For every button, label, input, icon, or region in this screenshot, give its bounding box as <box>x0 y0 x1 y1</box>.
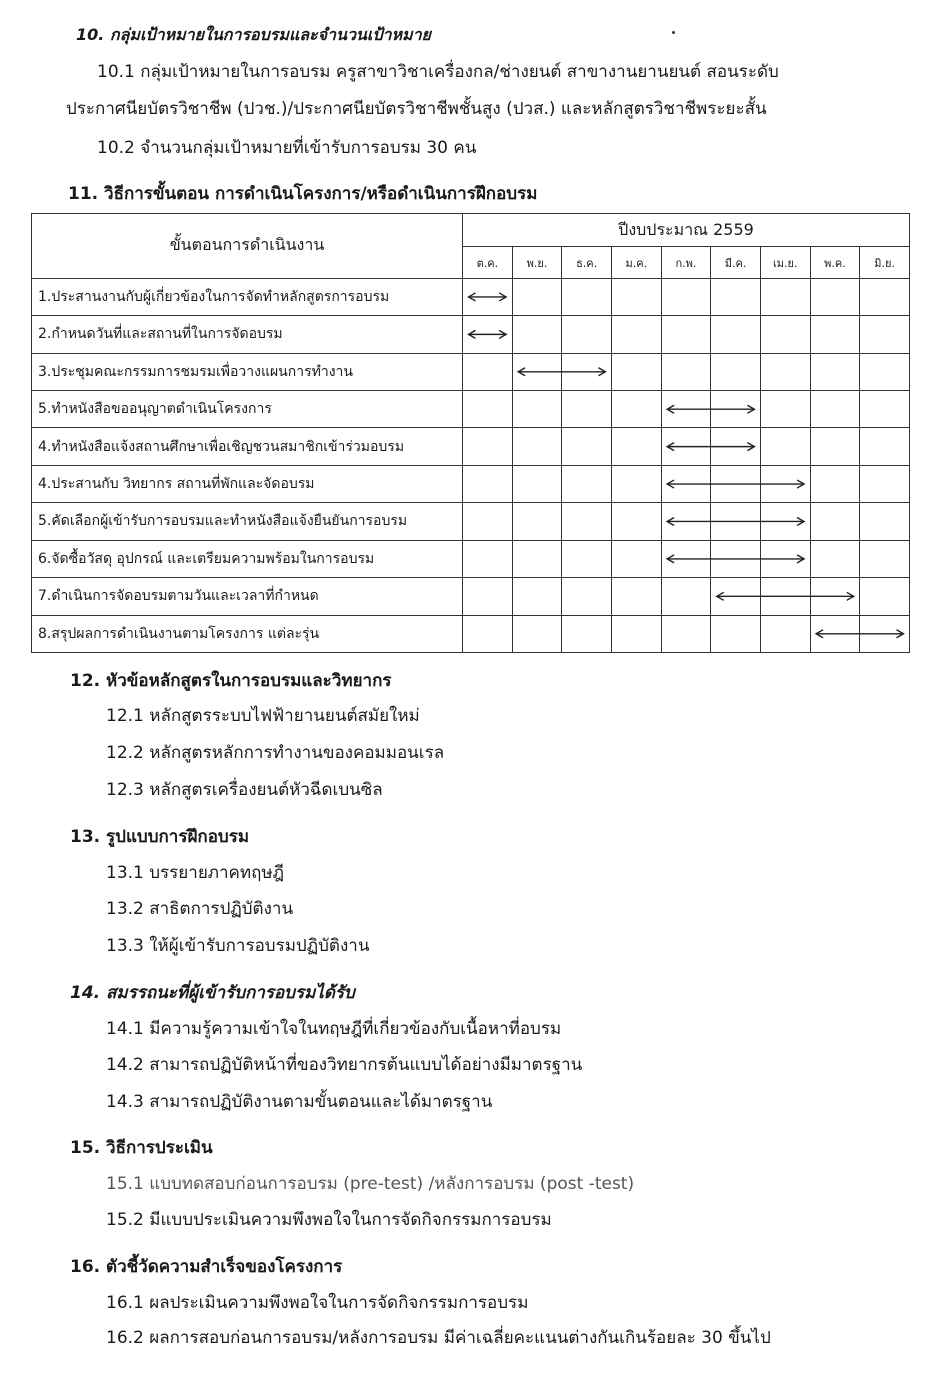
month-cell <box>661 540 711 577</box>
month-cell <box>810 391 860 428</box>
month-header: เม.ย. <box>760 247 810 278</box>
month-cell <box>463 615 513 652</box>
month-cell <box>711 615 761 652</box>
month-cell <box>512 353 562 390</box>
month-cell <box>611 353 661 390</box>
section-12-heading: 12. หัวข้อหลักสูตรในการอบรมและวิทยากร <box>70 671 392 691</box>
month-cell <box>562 353 612 390</box>
month-cell <box>760 428 810 465</box>
month-cell <box>760 503 810 540</box>
month-cell <box>810 353 860 390</box>
month-cell <box>611 391 661 428</box>
month-cell <box>860 503 910 540</box>
month-cell <box>810 278 860 315</box>
schedule-row <box>32 428 910 465</box>
month-header: ธ.ค. <box>562 247 612 278</box>
section-10-1-line2: ประกาศนียบัตรวิชาชีพ (ปวช.)/ประกาศนียบัตรวิชาชีพชั้นสูง (ปวส.) และหลักสูตรวิชาชีพระยะสั้น <box>66 99 767 119</box>
month-cell <box>711 578 761 615</box>
month-cell <box>512 578 562 615</box>
month-header: ม.ค. <box>611 247 661 278</box>
month-cell <box>463 578 513 615</box>
schedule-table <box>31 213 910 653</box>
schedule-row <box>32 578 910 615</box>
month-cell <box>760 353 810 390</box>
month-cell <box>562 540 612 577</box>
month-cell <box>661 465 711 502</box>
month-cell <box>611 578 661 615</box>
schedule-row <box>32 391 910 428</box>
schedule-row <box>32 465 910 502</box>
section-15-item: 15.2 มีแบบประเมินความพึงพอใจในการจัดกิจกรรมการอบรม <box>106 1210 552 1230</box>
month-cell <box>711 391 761 428</box>
month-cell <box>711 353 761 390</box>
step-label: 5.ทำหนังสือขออนุญาตดำเนินโครงการ <box>32 391 463 428</box>
step-label: 1.ประสานงานกับผู้เกี่ยวข้องในการจัดทำหลักสูตรการอบรม <box>32 278 463 315</box>
month-cell <box>711 465 761 502</box>
month-cell <box>512 615 562 652</box>
month-cell <box>760 578 810 615</box>
step-label: 7.ดำเนินการจัดอบรมตามวันและเวลาที่กำหนด <box>32 578 463 615</box>
month-cell <box>711 316 761 353</box>
month-cell <box>512 278 562 315</box>
month-cell <box>611 615 661 652</box>
month-cell <box>512 428 562 465</box>
month-cell <box>512 503 562 540</box>
section-15-item: 15.1 แบบทดสอบก่อนการอบรม (pre-test) /หลังการอบรม (post -test) <box>106 1174 635 1194</box>
section-13-item: 13.1 บรรยายภาคทฤษฎี <box>106 863 285 883</box>
month-cell <box>860 615 910 652</box>
month-cell <box>611 503 661 540</box>
month-cell <box>463 503 513 540</box>
month-cell <box>860 316 910 353</box>
step-label: 6.จัดซื้อวัสดุ อุปกรณ์ และเตรียมความพร้อมในการอบรม <box>32 540 463 577</box>
month-cell <box>810 503 860 540</box>
month-header: ก.พ. <box>661 247 711 278</box>
month-cell <box>463 428 513 465</box>
section-10-1-line1: 10.1 กลุ่มเป้าหมายในการอบรม ครูสาขาวิชาเครื่องกล/ช่างยนต์ สาขางานยานยนต์ สอนระดับ <box>97 62 779 82</box>
section-16-item: 16.2 ผลการสอบก่อนการอบรม/หลังการอบรม มีค่าเฉลี่ยคะแนนต่างกันเกินร้อยละ 30 ขึ้นไป <box>106 1328 771 1348</box>
schedule-row <box>32 540 910 577</box>
section-12-item: 12.2 หลักสูตรหลักการทำงานของคอมมอนเรล <box>106 743 445 763</box>
month-cell <box>562 578 612 615</box>
schedule-row <box>32 615 910 652</box>
stray-dot <box>672 31 675 34</box>
month-cell <box>760 540 810 577</box>
month-cell <box>860 465 910 502</box>
month-cell <box>512 316 562 353</box>
section-11-heading: 11. วิธีการขั้นตอน การดำเนินโครงการ/หรือดำเนินการฝึกอบรม <box>68 184 538 204</box>
month-cell <box>512 540 562 577</box>
month-cell <box>562 428 612 465</box>
section-14-item: 14.1 มีความรู้ความเข้าใจในทฤษฎีที่เกี่ยวข้องกับเนื้อหาที่อบรม <box>106 1019 562 1039</box>
month-cell <box>711 540 761 577</box>
month-cell <box>711 428 761 465</box>
section-14-heading: 14. สมรรถนะที่ผู้เข้ารับการอบรมได้รับ <box>70 983 355 1003</box>
month-cell <box>860 428 910 465</box>
fiscal-year-header: ปีงบประมาณ 2559 <box>463 214 910 247</box>
month-cell <box>760 391 810 428</box>
month-cell <box>711 278 761 315</box>
month-cell <box>810 615 860 652</box>
month-cell <box>760 615 810 652</box>
step-label: 4.ทำหนังสือแจ้งสถานศึกษาเพื่อเชิญชวนสมาชิกเข้าร่วมอบรม <box>32 428 463 465</box>
month-cell <box>562 391 612 428</box>
month-header: มิ.ย. <box>860 247 910 278</box>
section-16-item: 16.1 ผลประเมินความพึงพอใจในการจัดกิจกรรมการอบรม <box>106 1293 529 1313</box>
month-cell <box>512 391 562 428</box>
section-13-heading: 13. รูปแบบการฝึกอบรม <box>70 827 250 847</box>
month-cell <box>810 316 860 353</box>
month-cell <box>562 615 612 652</box>
month-header: พ.ค. <box>810 247 860 278</box>
month-cell <box>810 465 860 502</box>
month-cell <box>611 316 661 353</box>
schedule-row <box>32 316 910 353</box>
month-cell <box>661 278 711 315</box>
month-cell <box>860 353 910 390</box>
month-cell <box>661 428 711 465</box>
month-cell <box>463 465 513 502</box>
month-cell <box>463 316 513 353</box>
section-16-heading: 16. ตัวชี้วัดความสำเร็จของโครงการ <box>70 1257 343 1277</box>
month-cell <box>562 465 612 502</box>
month-cell <box>661 316 711 353</box>
month-cell <box>562 503 612 540</box>
month-cell <box>562 316 612 353</box>
month-cell <box>661 615 711 652</box>
month-cell <box>760 278 810 315</box>
month-cell <box>711 503 761 540</box>
step-label: 4.ประสานกับ วิทยากร สถานที่พักและจัดอบรม <box>32 465 463 502</box>
month-cell <box>810 428 860 465</box>
month-header: พ.ย. <box>512 247 562 278</box>
step-label: 8.สรุปผลการดำเนินงานตามโครงการ แต่ละรุ่น <box>32 615 463 652</box>
month-cell <box>661 353 711 390</box>
section-10-heading: 10. กลุ่มเป้าหมายในการอบรมและจำนวนเป้าหมาย <box>76 25 431 44</box>
month-cell <box>463 353 513 390</box>
step-column-header: ขั้นตอนการดำเนินงาน <box>32 214 463 279</box>
month-cell <box>512 465 562 502</box>
month-header: มี.ค. <box>711 247 761 278</box>
step-label: 5.คัดเลือกผู้เข้ารับการอบรมและทำหนังสือแจ้งยืนยันการอบรม <box>32 503 463 540</box>
step-label: 3.ประชุมคณะกรรมการชมรมเพื่อวางแผนการทำงาน <box>32 353 463 390</box>
month-cell <box>661 578 711 615</box>
month-cell <box>611 278 661 315</box>
section-15-heading: 15. วิธีการประเมิน <box>70 1138 213 1158</box>
month-cell <box>463 391 513 428</box>
section-13-item: 13.3 ให้ผู้เข้ารับการอบรมปฏิบัติงาน <box>106 936 370 956</box>
month-cell <box>860 578 910 615</box>
month-cell <box>463 540 513 577</box>
month-cell <box>611 465 661 502</box>
month-cell <box>661 391 711 428</box>
month-cell <box>810 578 860 615</box>
month-cell <box>760 465 810 502</box>
month-cell <box>860 540 910 577</box>
section-12-item: 12.1 หลักสูตรระบบไฟฟ้ายานยนต์สมัยใหม่ <box>106 706 420 726</box>
month-cell <box>661 503 711 540</box>
section-12-item: 12.3 หลักสูตรเครื่องยนต์หัวฉีดเบนซิล <box>106 780 383 800</box>
month-cell <box>860 391 910 428</box>
month-cell <box>611 428 661 465</box>
month-cell <box>562 278 612 315</box>
month-cell <box>760 316 810 353</box>
section-14-item: 14.2 สามารถปฏิบัติหน้าที่ของวิทยากรต้นแบบได้อย่างมีมาตรฐาน <box>106 1055 583 1075</box>
section-14-item: 14.3 สามารถปฏิบัติงานตามขั้นตอนและได้มาตรฐาน <box>106 1092 493 1112</box>
schedule-row <box>32 278 910 315</box>
month-cell <box>611 540 661 577</box>
section-13-item: 13.2 สาธิตการปฏิบัติงาน <box>106 899 294 919</box>
month-cell <box>810 540 860 577</box>
schedule-row <box>32 503 910 540</box>
section-10-2: 10.2 จำนวนกลุ่มเป้าหมายที่เข้ารับการอบรม 30 คน <box>97 138 477 158</box>
month-cell <box>463 278 513 315</box>
schedule-row <box>32 353 910 390</box>
month-header: ต.ค. <box>463 247 513 278</box>
step-label: 2.กำหนดวันที่และสถานที่ในการจัดอบรม <box>32 316 463 353</box>
month-cell <box>860 278 910 315</box>
